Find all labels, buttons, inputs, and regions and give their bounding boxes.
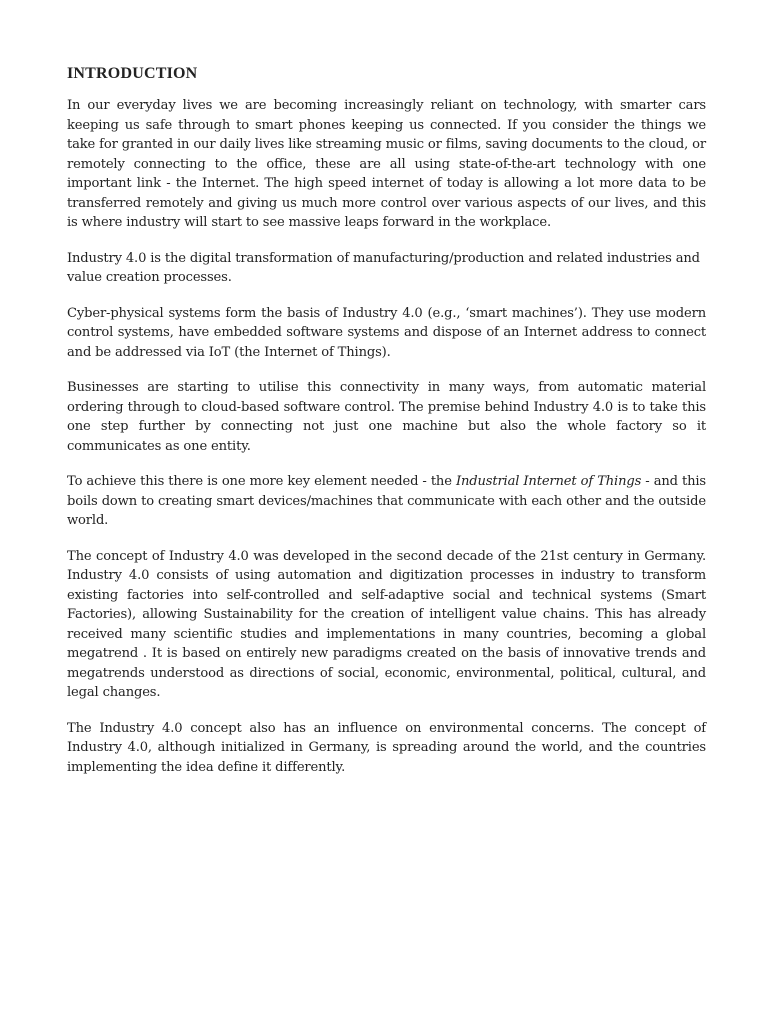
paragraph-cyber-physical: Cyber-physical systems form the basis of Industry 4.0 (e.g., ‘smart machines’). They use modern control systems, have embedded software systems and dispose of an Internet address to connect and be addressed via IoT (the Internet of Things). <box>67 305 706 360</box>
document-body <box>67 62 706 793</box>
paragraph-iiot-emphasis: Industrial Internet of Things <box>455 474 642 489</box>
paragraph-intro-technology: In our everyday lives we are becoming increasingly reliant on technology, with smarter cars keeping us safe through to smart phones keeping us connected. If you consider the things we take for granted in our daily lives like streaming music or films, saving documents to the cloud, or remotely connecting to the office, these are all using state-of-the-art technology with one important link - the Internet. The high speed internet of today is allowing a lot more data to be transferred remotely and giving us much more control over various aspects of our lives, and this is where industry will start to see massive leaps forward in the workplace. <box>67 98 706 230</box>
paragraph-industry-definition: Industry 4.0 is the digital transformation of manufacturing/production and related industries and value creation processes. <box>67 250 700 285</box>
paragraph-iiot-before: To achieve this there is one more key element needed - the <box>67 474 456 489</box>
paragraph-iiot <box>67 472 706 531</box>
paragraph-iiot-after: - and this boils down to creating smart devices/machines that communicate with each other and the outside world. <box>67 474 706 528</box>
paragraph-businesses: Businesses are starting to utilise this connectivity in many ways, from automatic material ordering through to cloud-based software control. The premise behind Industry 4.0 is to take this one step further by connecting not just one machine but also the whole factory so it communicates as one entity. <box>67 380 706 454</box>
paragraph-environmental: The Industry 4.0 concept also has an influence on environmental concerns. The concept of Industry 4.0, although initialized in Germany, is spreading around the world, and the countries implementing the idea define it differently. <box>67 720 706 775</box>
paragraph-concept-history: The concept of Industry 4.0 was developed in the second decade of the 21st century in Germany. Industry 4.0 consists of using automation and digitization processes in industry to transform existing factories into self-controlled and self-adaptive social and technical systems (Smart Factories), allowing Sustainability for the creation of intelligent value chains. This has already received many scientific studies and implementations in many countries, becoming a global megatrend . It is based on entirely new paradigms created on the basis of innovative trends and megatrends understood as directions of social, economic, environmental, political, cultural, and legal changes. <box>67 548 706 700</box>
section-heading: INTRODUCTION <box>67 65 198 82</box>
